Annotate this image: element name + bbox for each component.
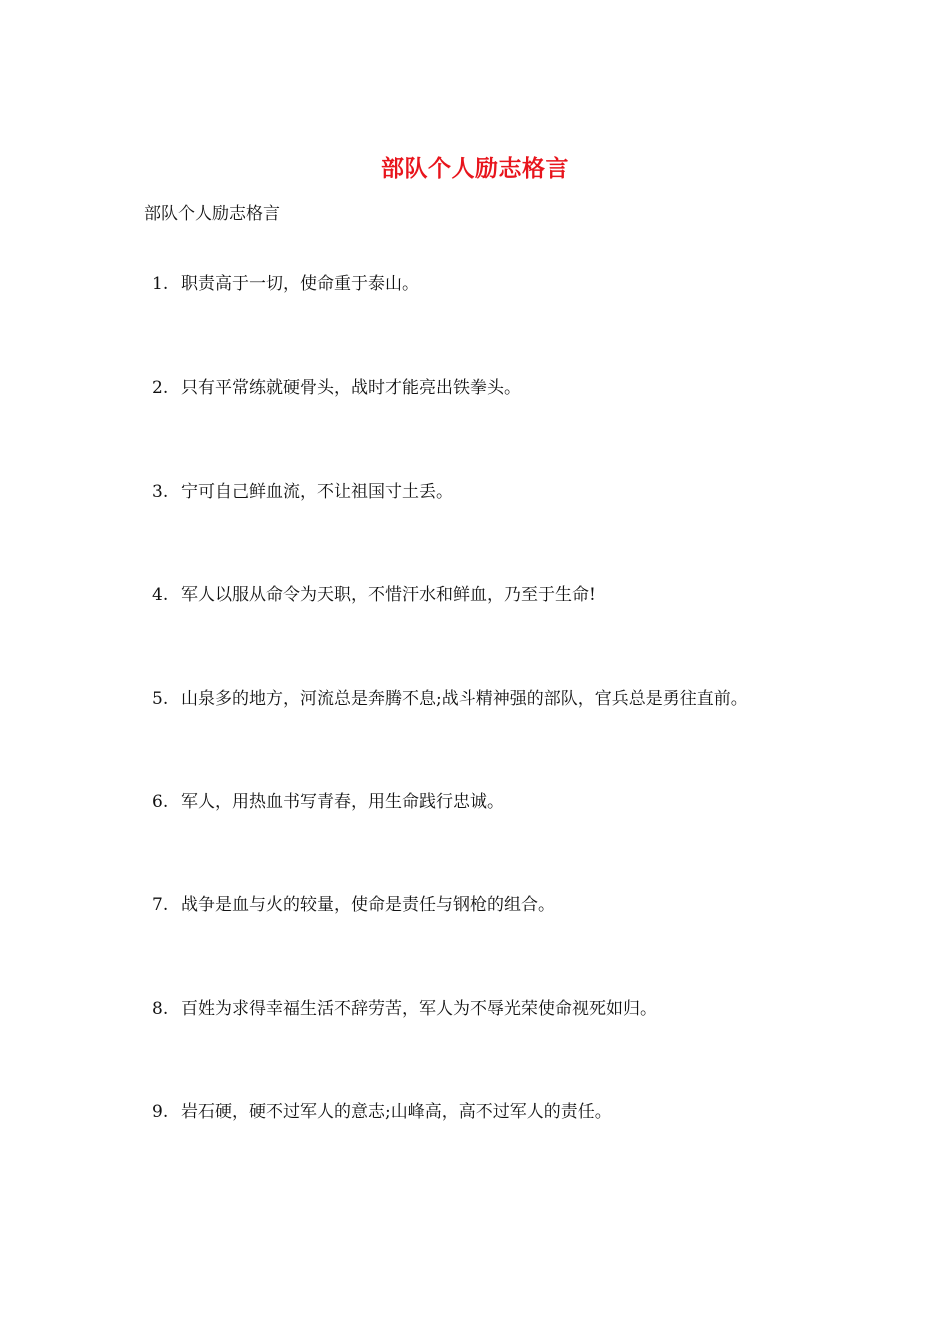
- quote-text: 岩石硬，硬不过军人的意志;山峰高，高不过军人的责任。: [181, 1102, 612, 1122]
- document-title: 部队个人励志格言: [381, 155, 569, 182]
- quote-number: 5.: [152, 689, 169, 709]
- quote-item: [152, 373, 521, 398]
- quote-item: [152, 787, 504, 812]
- quote-text: 山泉多的地方，河流总是奔腾不息;战斗精神强的部队，官兵总是勇往直前。: [181, 689, 748, 709]
- quote-item: [152, 580, 596, 605]
- quote-item: [152, 269, 419, 294]
- quote-text: 职责高于一切，使命重于泰山。: [181, 274, 419, 294]
- quote-text: 只有平常练就硬骨头，战时才能亮出铁拳头。: [181, 378, 521, 398]
- quote-text: 宁可自己鲜血流，不让祖国寸土丢。: [181, 482, 453, 502]
- quote-item: [152, 890, 555, 915]
- quote-text: 军人以服从命令为天职，不惜汗水和鲜血，乃至于生命!: [181, 585, 596, 605]
- quote-item: [152, 1097, 612, 1122]
- quote-number: 1.: [152, 274, 169, 294]
- quote-number: 8.: [152, 999, 169, 1019]
- quote-text: 百姓为求得幸福生活不辞劳苦，军人为不辱光荣使命视死如归。: [181, 999, 657, 1019]
- quote-number: 7.: [152, 895, 169, 915]
- quote-number: 6.: [152, 792, 169, 812]
- quote-item: [152, 477, 453, 502]
- quote-item: [152, 994, 657, 1019]
- quote-number: 2.: [152, 378, 169, 398]
- quote-text: 战争是血与火的较量，使命是责任与钢枪的组合。: [181, 895, 555, 915]
- document-subtitle: 部队个人励志格言: [144, 204, 280, 224]
- quote-item: [152, 684, 748, 709]
- quote-number: 9.: [152, 1102, 169, 1122]
- quote-text: 军人，用热血书写青春，用生命践行忠诚。: [181, 792, 504, 812]
- quote-number: 4.: [152, 585, 169, 605]
- quote-number: 3.: [152, 482, 169, 502]
